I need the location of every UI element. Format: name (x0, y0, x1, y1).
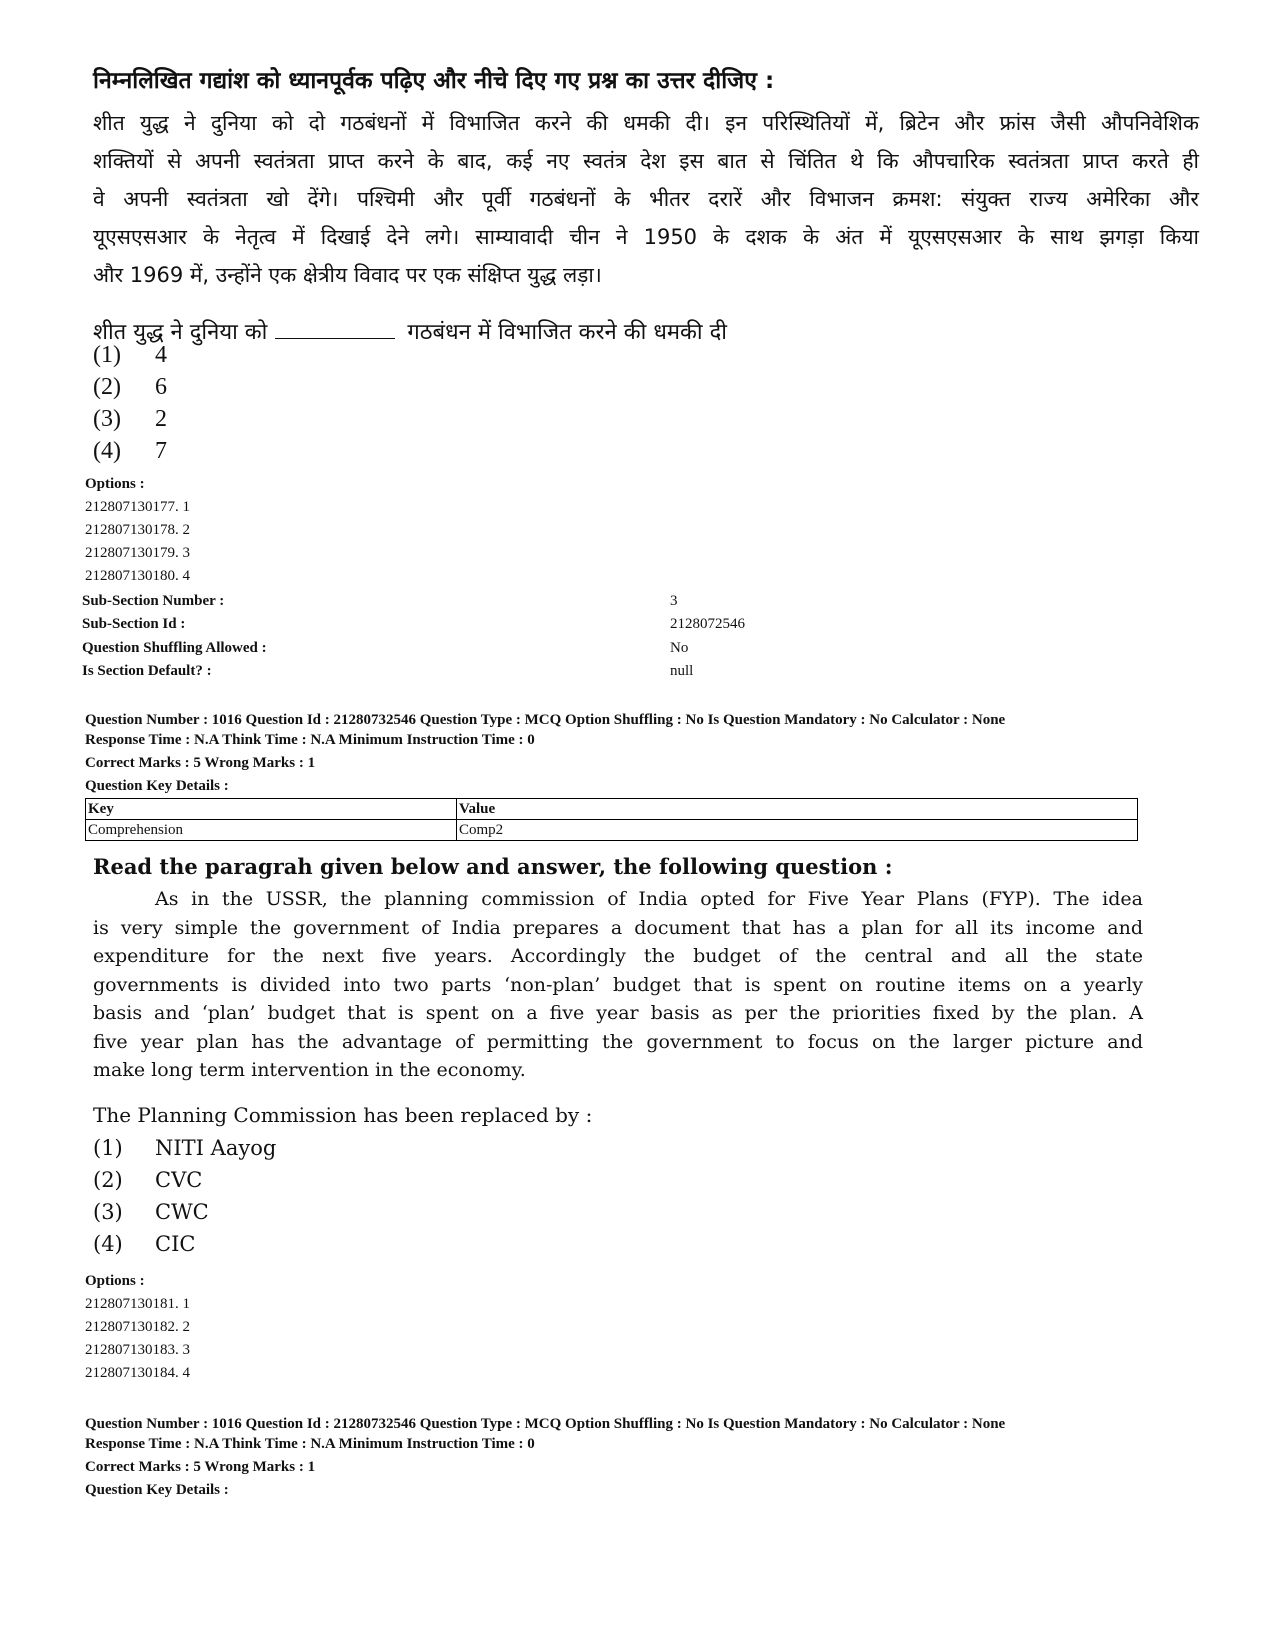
english-passage-line: five year plan has the advantage of permitting the government to focus on the larger picture and (93, 1030, 1143, 1053)
table-header-key: Key (86, 799, 457, 820)
option-text: 6 (155, 374, 167, 400)
english-passage-line: is very simple the government of India prepares a document that has a plan for all its income and (93, 916, 1143, 939)
meta-value: No (670, 640, 689, 656)
meta-value: 3 (670, 593, 678, 609)
question-info (85, 710, 1185, 796)
option-id: 212807130181. 1 (85, 1296, 190, 1312)
option-number: (1) (93, 342, 121, 368)
sub-section-id-row (82, 613, 882, 636)
hindi-passage-line: यूएसएसआर के नेतृत्व में दिखाई देने लगे। साम्यावादी चीन ने 1950 के दशक के अंत में यूएसएसआर के साथ झगड़ा किया (93, 225, 1199, 249)
option-text: CIC (155, 1232, 196, 1256)
option-number: (1) (93, 1136, 123, 1160)
option-number: (4) (93, 1232, 123, 1256)
question-info-line: Response Time : N.A Think Time : N.A Minimum Instruction Time : 0 (85, 1436, 535, 1452)
hindi-question-part1: शीत युद्ध ने दुनिया को (93, 320, 268, 345)
hindi-passage-line: शीत युद्ध ने दुनिया को दो गठबंधनों में विभाजित करने की धमकी दी। इन परिस्थितियों में, ब्रिटेन और फ्रांस जैसी औपनिवेशिक (93, 111, 1199, 135)
option-id: 212807130182. 2 (85, 1319, 190, 1335)
option-text: 2 (155, 406, 167, 432)
hindi-instruction-heading: निम्नलिखित गद्यांश को ध्यानपूर्वक पढ़िए और नीचे दिए गए प्रश्न का उत्तर दीजिए : (93, 68, 775, 94)
hindi-passage-line: वे अपनी स्वतंत्रता खो देंगे। पश्चिमी और पूर्वी गठबंधनों के भीतर दरारें और विभाजन क्रमश: संयुक्त राज्य अमेरिका और (93, 187, 1199, 211)
option-number: (3) (93, 1200, 123, 1224)
section-default-row (82, 660, 882, 683)
hindi-answer-options (93, 339, 167, 467)
question-key-details-label: Question Key Details : (85, 1482, 229, 1498)
option-id: 212807130180. 4 (85, 568, 190, 584)
hindi-passage-line: और 1969 में, उन्होंने एक क्षेत्रीय विवाद पर एक संक्षिप्त युद्ध लड़ा। (93, 263, 602, 287)
option-text: 4 (155, 342, 167, 368)
answer-option (93, 403, 167, 435)
question-key-table (85, 798, 1138, 841)
question-info-line: Question Number : 1016 Question Id : 21280732546 Question Type : MCQ Option Shuffling : No Is Question Mandatory : No Calculator : None (85, 712, 1006, 728)
option-number: (2) (93, 1168, 123, 1192)
option-id: 212807130183. 3 (85, 1342, 190, 1358)
question-marks: Correct Marks : 5 Wrong Marks : 1 (85, 755, 316, 771)
table-header-row (86, 799, 1138, 820)
answer-option (93, 435, 167, 467)
question-marks: Correct Marks : 5 Wrong Marks : 1 (85, 1459, 316, 1475)
answer-option (93, 1132, 276, 1164)
meta-key: Sub-Section Id : (82, 616, 186, 632)
table-cell: Comprehension (86, 820, 457, 841)
meta-key: Question Shuffling Allowed : (82, 640, 267, 656)
question-shuffling-row (82, 637, 882, 660)
sub-section-number-row (82, 590, 882, 613)
english-instruction-heading: Read the paragrah given below and answer, the following question : (93, 854, 893, 879)
answer-option (93, 1164, 276, 1196)
option-number: (4) (93, 438, 121, 464)
options-label: Options : (85, 1273, 145, 1289)
meta-value: 2128072546 (670, 616, 745, 632)
answer-option (93, 371, 167, 403)
option-id: 212807130184. 4 (85, 1365, 190, 1381)
table-cell: Comp2 (457, 820, 1138, 841)
question-info-line: Question Number : 1016 Question Id : 21280732546 Question Type : MCQ Option Shuffling : No Is Question Mandatory : No Calculator : None (85, 1416, 1006, 1432)
english-passage-line: governments is divided into two parts ‘non-plan’ budget that is spent on routine items on a yearly (93, 973, 1143, 996)
option-text: CVC (155, 1168, 203, 1192)
option-text: CWC (155, 1200, 209, 1224)
english-question: The Planning Commission has been replaced by : (93, 1103, 593, 1127)
english-passage-line: expenditure for the next five years. Accordingly the budget of the central and all the state (93, 945, 1143, 967)
options-id-list (85, 473, 190, 588)
option-id: 212807130178. 2 (85, 522, 190, 538)
answer-option (93, 339, 167, 371)
answer-option (93, 1228, 276, 1260)
table-header-value: Value (457, 799, 1138, 820)
option-number: (3) (93, 406, 121, 432)
option-id: 212807130177. 1 (85, 499, 190, 515)
table-row (86, 820, 1138, 841)
option-number: (2) (93, 374, 121, 400)
hindi-question (93, 316, 727, 350)
hindi-passage (93, 104, 1199, 294)
english-passage-line: As in the USSR, the planning commission of India opted for Five Year Plans (FYP). The idea (155, 888, 1143, 910)
meta-value: null (670, 663, 694, 679)
option-text: NITI Aayog (155, 1136, 277, 1160)
english-answer-options (93, 1132, 276, 1260)
options-id-list (85, 1270, 190, 1385)
hindi-question-part2: गठबंधन में विभाजित करने की धमकी दी (407, 320, 727, 345)
hindi-passage-line: शक्तियों से अपनी स्वतंत्रता प्राप्त करने के बाद, कई नए स्वतंत्र देश इस बात से चिंतित थे कि औपचारिक स्वतंत्रता प्राप्त करते ही (93, 149, 1199, 173)
meta-key: Sub-Section Number : (82, 593, 225, 609)
options-label: Options : (85, 476, 145, 492)
question-info (85, 1414, 1185, 1500)
option-id: 212807130179. 3 (85, 545, 190, 561)
english-passage-line: make long term intervention in the economy. (93, 1059, 526, 1081)
option-text: 7 (155, 438, 167, 464)
question-info-line: Response Time : N.A Think Time : N.A Minimum Instruction Time : 0 (85, 732, 535, 748)
answer-option (93, 1196, 276, 1228)
meta-key: Is Section Default? : (82, 663, 212, 679)
english-passage-line: basis and ‘plan’ budget that is spent on a five year basis as per the priorities fixed by the plan. A (93, 1002, 1143, 1024)
english-passage (93, 885, 1143, 1085)
fill-in-blank (275, 318, 395, 339)
question-key-details-label: Question Key Details : (85, 778, 229, 794)
